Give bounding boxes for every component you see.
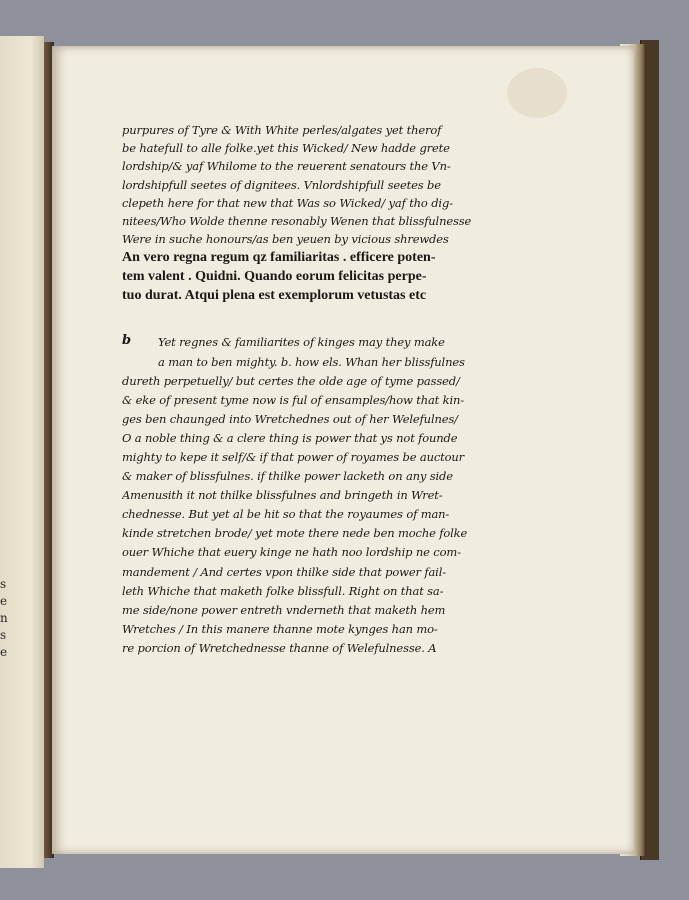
text-line: purpures of Tyre & With White perles/algates yet therof <box>122 123 442 137</box>
text-line: dureth perpetuelly/ but certes the olde age of tyme passed/ <box>122 373 460 388</box>
text-line: mandement / And certes vpon thilke side that power fail- <box>122 564 446 579</box>
english-paragraph-2 <box>122 333 522 658</box>
margin-letter: e <box>0 594 8 608</box>
text-line: O a noble thing & a clere thing is power that ys not founde <box>122 430 458 445</box>
text-line: mighty to kepe it self/& if that power of royames be auctour <box>122 449 464 464</box>
text-line: kinde stretchen brode/ yet mote there nede ben moche folke <box>122 526 468 541</box>
text-line: clepeth here for that new that Was so Wicked/ yaf tho dig- <box>122 195 453 210</box>
latin-line: tuo durat. Atqui plena est exemplorum vetustas etc <box>122 288 427 304</box>
page-text <box>122 121 522 658</box>
margin-letter: e <box>0 645 8 659</box>
latin-line: tem valent . Quidni. Quando eorum felicitas perpe- <box>122 269 427 285</box>
text-line: ges ben chaunged into Wretchednes out of her Welefulnes/ <box>122 411 458 426</box>
facing-page <box>0 36 45 868</box>
text-line: re porcion of Wretchednesse thanne of Welefulnesse. A <box>122 640 437 655</box>
text-line: nitees/Who Wolde thenne resonably Wenen that blissfulnesse <box>122 214 472 229</box>
text-line: be hatefull to alle folke.yet this Wicked/ New hadde grete <box>122 141 450 156</box>
latin-line: An vero regna regum qz familiaritas . efficere poten- <box>122 250 436 266</box>
text-line: Amenusith it not thilke blissfulnes and bringeth in Wret- <box>122 488 443 503</box>
text-line: ouer Whiche that euery kinge ne hath noo lordship ne com- <box>122 545 461 560</box>
english-paragraph-1 <box>122 121 522 248</box>
facing-page-margin-letters <box>0 576 8 661</box>
text-line: a man to ben mighty. b. how els. Whan her blissfulnes <box>158 354 465 369</box>
text-line: lordship/& yaf Whilome to the reuerent senatours the Vn- <box>122 159 451 174</box>
speaker-marker: b <box>122 333 132 349</box>
text-line: Yet regnes & familiarites of kinges may they make <box>158 335 445 350</box>
text-line: & eke of present tyme now is ful of ensamples/how that kin- <box>122 392 464 407</box>
text-line: leth Whiche that maketh folke blissfull. Right on that sa- <box>122 583 444 598</box>
book-page <box>52 46 634 854</box>
text-line: & maker of blissfulnes. if thilke power lacketh on any side <box>122 469 453 484</box>
text-line: chednesse. But yet al be hit so that the royaumes of man- <box>122 507 450 522</box>
latin-passage <box>122 248 522 305</box>
text-line: me side/none power entreth vnderneth that maketh hem <box>122 602 446 617</box>
margin-letter: n <box>0 611 8 625</box>
foxing-stain <box>507 68 567 118</box>
margin-letter: s <box>0 577 7 591</box>
margin-letter: s <box>0 628 7 642</box>
text-line: Were in suche honours/as ben yeuen by vicious shrewdes <box>122 232 449 247</box>
text-line: Wretches / In this manere thanne mote kynges han mo- <box>122 621 438 636</box>
text-line: lordshipfull seetes of dignitees. Vnlordshipfull seetes be <box>122 177 441 192</box>
